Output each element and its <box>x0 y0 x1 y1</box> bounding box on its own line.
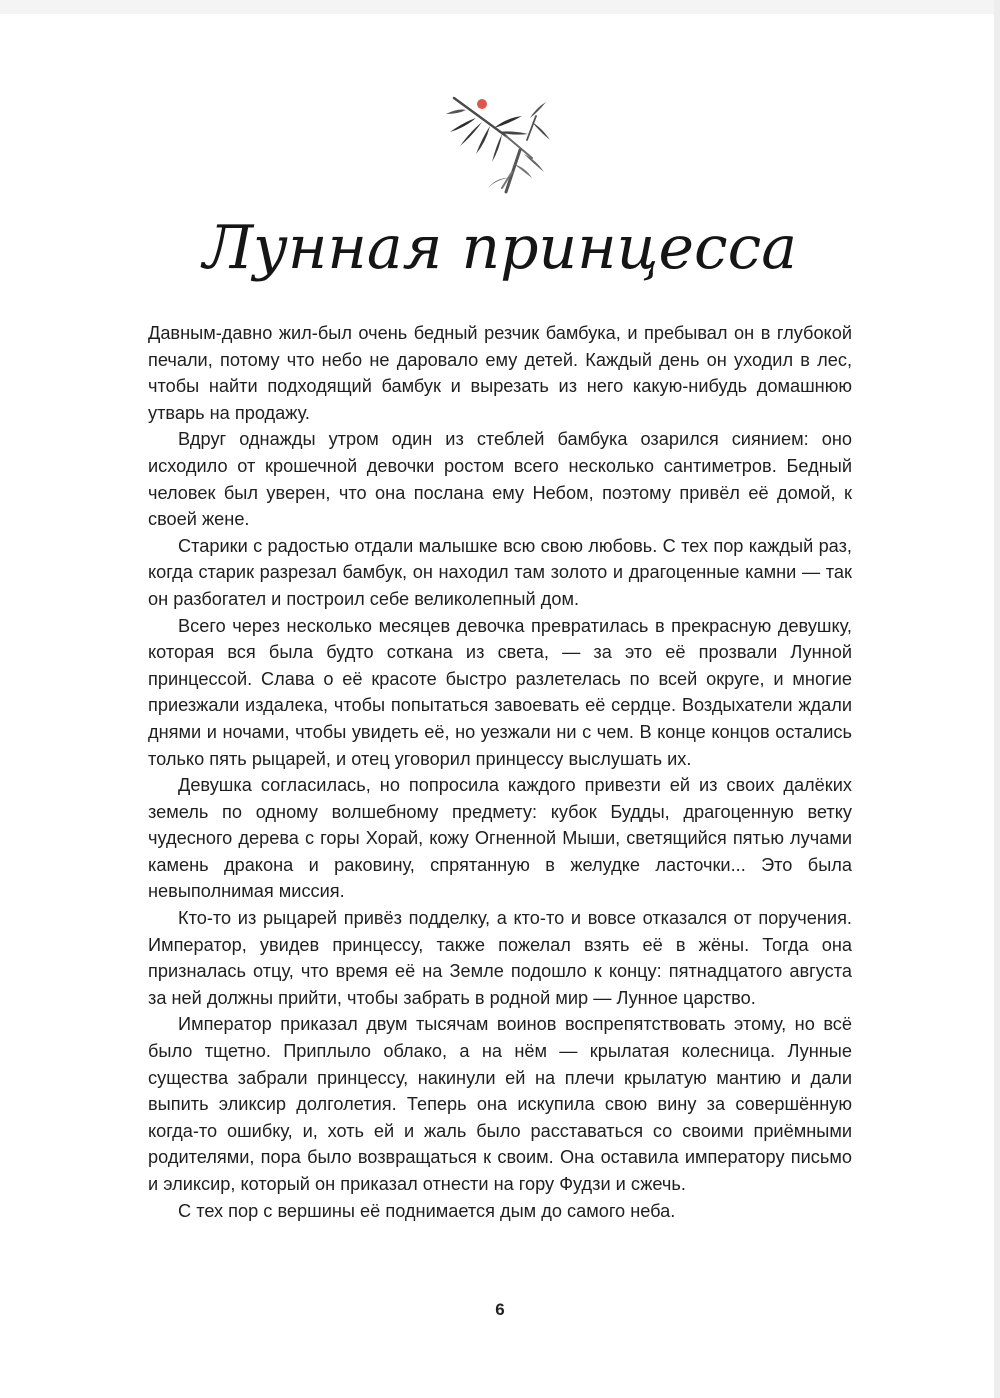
paragraph-7: Император приказал двум тысячам воинов воспрепятствовать этому, но всё было тщетно. Приплыло облако, а на нём — крылатая колесница. Лунные существа забрали принцессу, накинули ей на плечи крылатую мантию и дали выпить эликсир долголетия. Теперь она искупила свою вину за совершённую когда-то ошибку, и, хоть ей и жаль было расставаться со своими приёмными родителями, пора было возвращаться к своим. Она оставила императору письмо и эликсир, который он приказал отнести на гору Фудзи и сжечь. <box>148 1014 852 1194</box>
paragraph-5: Девушка согласилась, но попросила каждого привезти ей из своих далёких земель по одному волшебному предмету: кубок Будды, драгоценную ветку чудесного дерева с горы Хорай, кожу Огненной Мыши, светящийся пятью лучами камень дракона и раковину, спрятанную в желудке ласточки... Это была невыполнимая миссия. <box>148 775 852 902</box>
top-strip <box>0 0 1000 14</box>
bamboo-branch-icon <box>436 88 556 200</box>
paragraph-6: Кто-то из рыцарей привёз подделку, а кто-то и вовсе отказался от поручения. Император, увидев принцессу, также пожелал взять её в жёны. Тогда она призналась отцу, что время её на Земле подошло к концу: пятнадцатого августа за ней должны прийти, чтобы забрать в родной мир — Лунное царство. <box>148 908 852 1008</box>
paragraph-2: Вдруг однажды утром один из стеблей бамбука озарился сиянием: оно исходило от крошечной девочки ростом всего несколько сантиметров. Бедный человек был уверен, что она послана ему Небом, поэтому привёл её домой, к своей жене. <box>148 429 852 530</box>
paragraph-1: Давным-давно жил-был очень бедный резчик бамбука, и пребывал он в глубокой печали, потому что небо не даровало ему детей. Каждый день он уходил в лес, чтобы найти подходящий бамбук и вырезать из него какую-нибудь домашнюю утварь на продажу. <box>148 323 852 423</box>
paragraph-4: Всего через несколько месяцев девочка превратилась в прекрасную девушку, которая вся была будто соткана из света, — за это её прозвали Лунной принцессой. Слава о её красоте быстро разлетелась по всей округе, и многие приезжали издалека, чтобы попытаться завоевать её сердце. Воздыхатели ждали днями и ночами, чтобы увидеть её, но уезжали ни с чем. В конце концов остались только пять рыцарей, и отец уговорил принцессу выслушать их. <box>148 615 852 769</box>
chapter-title: Лунная принцесса <box>202 213 798 283</box>
paragraph-3: Старики с радостью отдали малышке всю свою любовь. С тех пор каждый раз, когда старик разрезал бамбук, он находил там золото и драгоценные камни — так он разбогател и построил себе великолепный дом. <box>148 535 852 609</box>
story-text <box>148 320 852 1224</box>
paragraph-8: С тех пор с вершины её поднимается дым до самого неба. <box>178 1200 676 1221</box>
page-number: 6 <box>495 1300 505 1319</box>
bamboo-ornament-icon <box>436 88 556 200</box>
red-sun-icon <box>477 99 487 109</box>
